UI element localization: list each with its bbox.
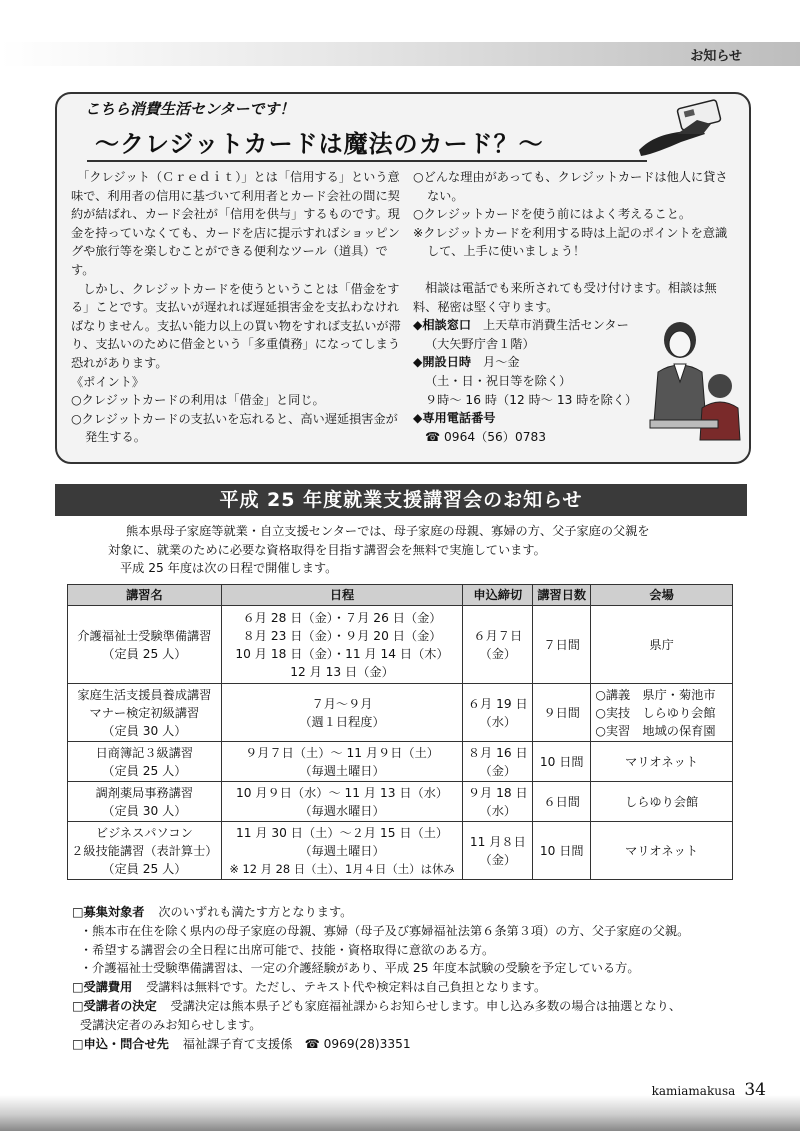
point-item: ○クレジットカードを使う前にはよく考えること。 [413,207,692,222]
consult-window-label: ◆相談窓口 [413,318,472,333]
venue-cell: マリオネット [591,822,733,880]
column-header: 講習名 [68,585,222,606]
open-hours: ９時～ 16 時（12 時～ 13 時を除く） [425,392,638,407]
days-cell: ６日間 [533,782,591,822]
column-header: 申込締切 [463,585,533,606]
decision-text: 受講決定は熊本県子ども家庭福祉課からお知らせします。申し込み多数の場合は抽選となり、 [170,998,682,1013]
section-header-bar [0,42,800,66]
phone-value: ☎ 0964（56）0783 [425,429,546,444]
point-item: ○クレジットカードの支払いを忘れると、高い遅延損害金が発生する。 [71,411,398,445]
deadline-cell: ９月 18 日 （水） [463,782,533,822]
consultation-illustration [640,312,744,442]
consult-window-value: 上天草市消費生活センター [483,318,629,333]
seminar-schedule-table [67,584,733,880]
venue-cell: しらゆり会館 [591,782,733,822]
open-days-note: （土・日・祝日等を除く） [425,373,572,388]
page-footer [652,1080,766,1100]
page-number: 34 [744,1080,766,1100]
spacer [413,261,733,279]
table-row [68,606,733,684]
schedule-cell: 10 月９日（水）～ 11 月 13 日（水） （毎週水曜日） [221,782,463,822]
course-name-cell: ビジネスパソコン ２級技能講習（表計算士） （定員 25 人） [68,822,222,880]
target-item: ・希望する講習会の全日程に出席可能で、技能・資格取得に意欲のある方。 [80,942,495,957]
seminar-title-banner: 平成 25 年度就業支援講習会のお知らせ [55,484,747,516]
days-cell: 10 日間 [533,742,591,782]
table-row [68,742,733,782]
open-days-value: 月～金 [483,355,520,370]
deadline-cell: 11 月８日 （金） [463,822,533,880]
credit-card-hand-illustration [631,98,731,158]
seminar-notes [72,903,762,1053]
deadline-cell: ８月 16 日 （金） [463,742,533,782]
table-row [68,822,733,880]
intro-line: 対象に、就業のために必要な資格取得を目指す講習会を無料で実施しています。 [108,542,546,557]
schedule-cell: 11 月 30 日（土）～２月 15 日（土） （毎週土曜日） ※ 12 月 28 日（土）、1月４日（土）は休み [221,822,463,880]
point-item: ○クレジットカードの利用は「借金」と同じ。 [71,393,325,408]
title-underline [87,160,647,162]
schedule-cell: ６月 28 日（金）・７月 26 日（金） ８月 23 日（金）・９月 20 日（金） 10 月 18 日（金）・11 月 14 日（木） 12 月 13 日（金） [221,606,463,684]
credit-definition-paragraph: 「クレジット（Ｃｒｅｄｉｔ）」とは「信用する」という意味で、利用者の信用に基づいて利用者とカード会社の間に契約が結ばれ、カード会社が「信用を供与」するものです。現金を持っていなくても、カードを店に提示すればショッピングや旅行等を楽しむことができる便利なツール（道具）です。 [71,170,400,277]
decision-note [72,997,762,1016]
consult-window-note: （大矢野庁舎１階） [425,336,535,351]
intro-line: 熊本県母子家庭等就業・自立支援センターでは、母子家庭の母親、寡婦の方、父子家庭の父親を [126,524,650,538]
point-heading: 《ポイント》 [71,374,145,389]
table-row [68,684,733,742]
days-cell: ７日間 [533,606,591,684]
course-name-cell: 調剤薬局事務講習 （定員 30 人） [68,782,222,822]
consumer-left-column [71,168,407,447]
target-note [72,903,762,922]
phone-label: ◆専用電話番号 [413,411,496,426]
days-cell: 10 日間 [533,822,591,880]
consumer-center-box [55,92,751,464]
point-item: ○どんな理由があっても、クレジットカードは他人に貸さない。 [413,170,728,203]
schedule-cell: ７月～９月 （週１日程度） [221,684,463,742]
section-label: お知らせ [690,49,742,64]
schedule-cell: ９月７日（土）～ 11 月９日（土） （毎週土曜日） [221,742,463,782]
column-header: 日程 [221,585,463,606]
days-cell: ９日間 [533,684,591,742]
table-header-row [68,585,733,606]
target-item: ・介護福祉士受験準備講習は、一定の介護経験があり、平成 25 年度本試験の受験を予定している方。 [80,961,640,976]
course-name-cell: 介護福祉士受験準備講習 （定員 25 人） [68,606,222,684]
venue-cell: 県庁 [591,606,733,684]
consumer-tag: こちら消費生活センターです！ [85,100,295,118]
venue-cell: ○講義 県庁・菊池市 ○実技 しらゆり会館 ○実習 地域の保育園 [591,684,733,742]
deadline-cell: ６月７日 （金） [463,606,533,684]
decision-text-continued: 受講決定者のみお知らせします。 [80,1017,262,1032]
target-text: 次のいずれも満たす方となります。 [158,905,353,919]
open-days-label: ◆開設日時 [413,355,472,370]
seminar-intro [108,522,728,578]
column-header: 講習日数 [533,585,591,606]
table-row [68,782,733,822]
magazine-name: kamiamakusa [651,1084,736,1098]
deadline-cell: ６月 19 日 （水） [463,684,533,742]
course-name-cell: 家庭生活支援員養成講習 マナー検定初級講習 （定員 30 人） [68,684,222,742]
contact-note [72,1035,762,1054]
decision-label: □受講者の決定 [72,998,157,1013]
consumer-title: ～クレジットカードは魔法のカード？～ [95,130,544,158]
column-header: 会場 [591,585,733,606]
intro-line: 平成 25 年度は次の日程で開催します。 [120,561,338,576]
fee-note [72,978,762,997]
fee-text: 受講料は無料です。ただし、テキスト代や検定料は自己負担となります。 [146,980,547,995]
target-label: □募集対象者 [72,905,145,919]
fee-label: □受講費用 [72,980,133,995]
consult-paragraph: 相談は電話でも来所されても受け付けます。相談は無料、秘密は堅く守ります。 [413,280,717,314]
venue-cell: マリオネット [591,742,733,782]
course-name-cell: 日商簿記３級講習 （定員 25 人） [68,742,222,782]
footer-bar [0,1095,800,1131]
credit-risk-paragraph: しかし、クレジットカードを使うということは「借金をする」ことです。支払いが遅れれば遅延損害金を支払わなければなりません。支払い能力以上の買い物をすれば支払いが滞り、支払いのために借金という「多重債務」になってしまう恐れがあります。 [71,281,401,370]
contact-label: □申込・問合せ先 [72,1036,169,1051]
point-note: ※クレジットカードを利用する時は上記のポイントを意識して、上手に使いましょう！ [413,225,728,259]
contact-text: 福祉課子育て支援係 ☎ 0969(28)3351 [182,1036,411,1051]
target-item: ・熊本市在住を除く県内の母子家庭の母親、寡婦（母子及び寡婦福祉法第６条第３項）の方、父子家庭の父親。 [80,923,690,938]
